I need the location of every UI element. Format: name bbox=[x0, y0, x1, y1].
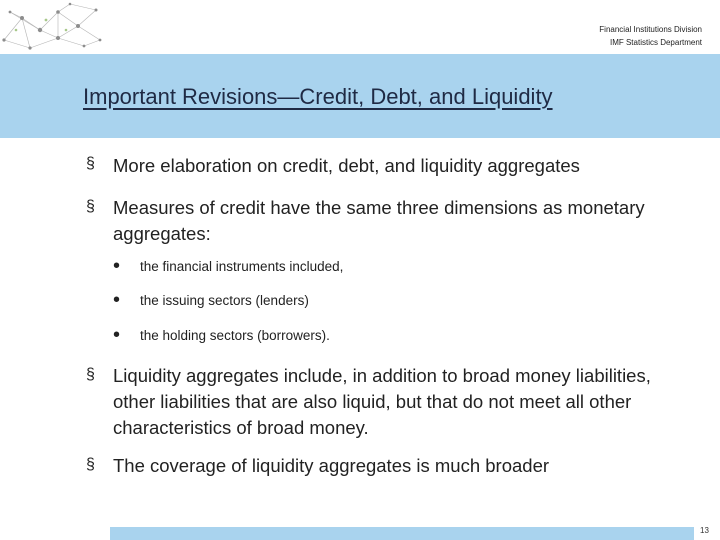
sub-list-item: the holding sectors (borrowers). bbox=[140, 328, 330, 343]
division-name: Financial Institutions Division bbox=[599, 25, 702, 34]
network-logo-graphic bbox=[0, 0, 110, 56]
list-item: Liquidity aggregates include, in addition to broad money liabilities, other liabilities that are also liquid, but that do not meet all other characteristics of broad money. bbox=[113, 365, 651, 438]
page-number: 13 bbox=[700, 526, 709, 535]
list-item: More elaboration on credit, debt, and liquidity aggregates bbox=[113, 155, 580, 176]
sub-bullet-marker: • bbox=[113, 255, 121, 277]
sub-list-item: the financial instruments included, bbox=[140, 259, 344, 274]
bullet-marker: § bbox=[86, 198, 95, 215]
sub-list-item: the issuing sectors (lenders) bbox=[140, 293, 309, 308]
sub-bullet-marker: • bbox=[113, 324, 121, 346]
bullet-marker: § bbox=[86, 366, 95, 383]
list-item: Measures of credit have the same three dimensions as monetary aggregates: bbox=[113, 197, 645, 244]
list-item: The coverage of liquidity aggregates is much broader bbox=[113, 455, 550, 476]
organization-label bbox=[599, 23, 702, 49]
bullet-marker: § bbox=[86, 456, 95, 473]
footer-bar bbox=[110, 527, 694, 540]
department-name: IMF Statistics Department bbox=[609, 38, 702, 47]
bullet-marker: § bbox=[86, 155, 95, 172]
slide-title: Important Revisions—Credit, Debt, and Liquidity bbox=[83, 84, 553, 109]
sub-bullet-marker: • bbox=[113, 289, 121, 311]
